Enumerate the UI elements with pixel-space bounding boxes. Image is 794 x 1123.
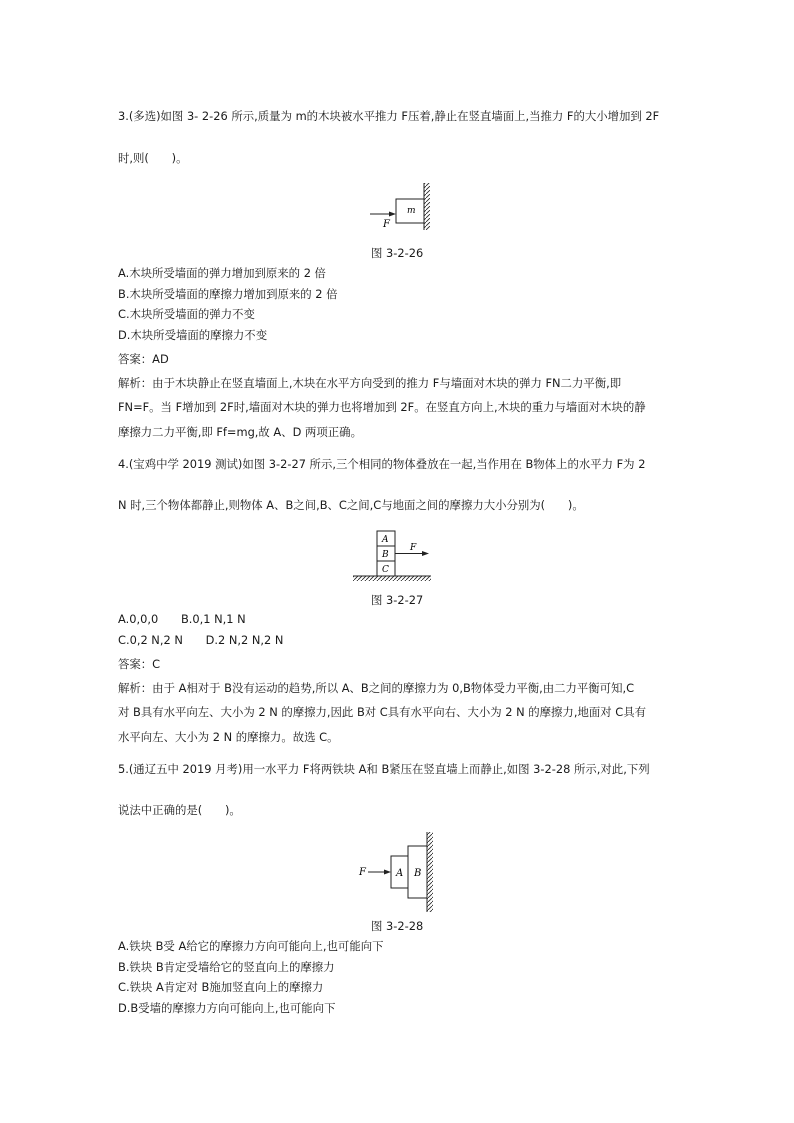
q5-option-c: C.铁块 A肯定对 B施加竖直向上的摩擦力	[118, 980, 324, 994]
label-A: A	[396, 868, 404, 879]
q3-analysis-line-2: FN=F。当 F增加到 2F时,墙面对木块的弹力也将增加到 2F。在竖直方向上,木块的重力与墙面对木块的静	[118, 400, 646, 414]
q3-answer: 答案：AD	[118, 352, 169, 366]
q3-analysis-line-3: 摩擦力二力平衡,即 Ff=mg,故 A、D 两项正确。	[118, 425, 362, 439]
label-F: F	[359, 867, 366, 878]
label-F: F	[383, 219, 390, 230]
q4-figure-caption: 图 3-2-27	[371, 593, 424, 607]
force-arrowhead	[422, 551, 429, 556]
label-C: C	[382, 565, 389, 575]
wall-hatch	[424, 183, 430, 230]
force-arrowhead	[389, 212, 396, 217]
q4-options-line-2: C.0,2 N,2 N D.2 N,2 N,2 N	[118, 633, 284, 647]
q5-figure-caption: 图 3-2-28	[371, 919, 424, 933]
q3-option-b: B.木块所受墙面的摩擦力增加到原来的 2 倍	[118, 287, 338, 301]
label-F: F	[410, 543, 417, 553]
q4-analysis-line-1: 解析：由于 A相对于 B没有运动的趋势,所以 A、B之间的摩擦力为 0,B物体受力平衡,由二力平衡可知,C	[118, 681, 635, 695]
force-arrowhead	[384, 870, 391, 875]
wall-hatch	[427, 832, 433, 912]
figure-3-2-28	[356, 830, 436, 914]
q5-option-b: B.铁块 B肯定受墙给它的竖直向上的摩擦力	[118, 960, 335, 974]
q4-stem-line-2: N 时,三个物体都静止,则物体 A、B之间,B、C之间,C与地面之间的摩擦力大小分别为( )。	[118, 498, 584, 512]
figure-3-2-26	[366, 182, 438, 232]
q5-option-d: D.B受墙的摩擦力方向可能向上,也可能向下	[118, 1001, 336, 1015]
q3-stem-line-1: 3.(多选)如图 3- 2-26 所示,质量为 m的木块被水平推力 F压着,静止在竖直墙面上,当推力 F的大小增加到 2F	[118, 109, 660, 123]
q3-analysis-line-1: 解析：由于木块静止在竖直墙面上,木块在水平方向受到的推力 F与墙面对木块的弹力 FN二力平衡,即	[118, 376, 622, 390]
label-B: B	[382, 550, 389, 560]
q4-analysis-line-3: 水平向左、大小为 2 N 的摩擦力。故选 C。	[118, 730, 339, 744]
q5-stem-line-1: 5.(通辽五中 2019 月考)用一水平力 F将两铁块 A和 B紧压在竖直墙上而静止,如图 3-2-28 所示,对此,下列	[118, 762, 650, 776]
q3-option-a: A.木块所受墙面的弹力增加到原来的 2 倍	[118, 266, 326, 280]
q4-answer: 答案：C	[118, 657, 161, 671]
ground-hatch	[353, 576, 431, 581]
label-m: m	[407, 206, 416, 216]
q5-option-a: A.铁块 B受 A给它的摩擦力方向可能向上,也可能向下	[118, 939, 384, 953]
q4-options-line-1: A.0,0,0 B.0,1 N,1 N	[118, 612, 246, 626]
q3-option-c: C.木块所受墙面的弹力不变	[118, 307, 255, 321]
q5-stem-line-2: 说法中正确的是( )。	[118, 803, 241, 817]
q3-option-d: D.木块所受墙面的摩擦力不变	[118, 328, 268, 342]
label-B: B	[414, 868, 422, 879]
q3-figure-caption: 图 3-2-26	[371, 246, 424, 260]
label-A: A	[382, 535, 389, 545]
q4-stem-line-1: 4.(宝鸡中学 2019 测试)如图 3-2-27 所示,三个相同的物体叠放在一起,当作用在 B物体上的水平力 F为 2	[118, 457, 646, 471]
q4-analysis-line-2: 对 B具有水平向左、大小为 2 N 的摩擦力,因此 B对 C具有水平向右、大小为 2 N 的摩擦力,地面对 C具有	[118, 705, 646, 719]
q3-stem-line-2: 时,则( )。	[118, 151, 188, 165]
figure-3-2-27	[350, 528, 434, 582]
